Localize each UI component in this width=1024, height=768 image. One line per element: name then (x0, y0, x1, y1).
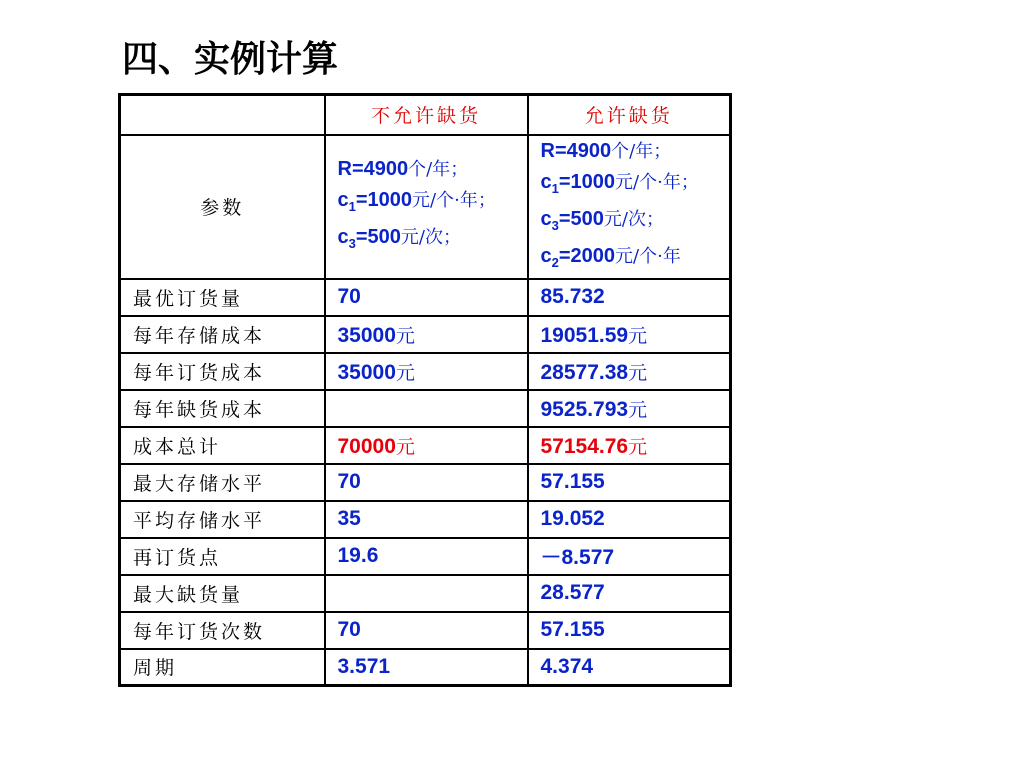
param-line: $c_3=500$元/次； (337, 226, 461, 251)
value-no-shortage (325, 390, 528, 427)
row-label: 每年订货成本 (120, 353, 325, 390)
value-shortage: 85.732 (528, 279, 731, 316)
page-title: 四、实例计算 (122, 39, 339, 80)
value-no-shortage: 3.571 (325, 649, 528, 686)
params-row (120, 135, 731, 279)
table-row (120, 353, 731, 390)
row-label: 周期 (120, 649, 325, 686)
value-shortage: 9525.793元 (528, 390, 731, 427)
table-row (120, 390, 731, 427)
calculation-table (118, 93, 732, 687)
value-shortage: 57.155 (528, 612, 731, 649)
param-line: $c_1=1000$元/个·年； (337, 189, 496, 214)
table-row (120, 575, 731, 612)
table-row (120, 279, 731, 316)
table-row (120, 427, 731, 464)
value-shortage: 28577.38元 (528, 353, 731, 390)
value-shortage: 57154.76元 (528, 427, 731, 464)
table-row (120, 501, 731, 538)
params-shortage (528, 135, 731, 279)
param-line: R=4900个/年； (540, 139, 672, 162)
value-no-shortage: 70 (325, 612, 528, 649)
params-label: 参数 (120, 135, 325, 279)
value-shortage: 57.155 (528, 464, 731, 501)
row-label: 再订货点 (120, 538, 325, 575)
value-no-shortage: 35 (325, 501, 528, 538)
param-line: $c_1=1000$元/个·年； (540, 170, 699, 196)
value-shortage: －8.577 (528, 538, 731, 575)
header-shortage: 允许缺货 (528, 95, 731, 135)
value-shortage: 19051.59元 (528, 316, 731, 353)
table-row (120, 316, 731, 353)
value-no-shortage: 70 (325, 464, 528, 501)
row-label: 最优订货量 (120, 279, 325, 316)
row-label: 每年缺货成本 (120, 390, 325, 427)
table-row (120, 538, 731, 575)
param-line: R=4900个/年； (337, 158, 469, 180)
header-no-shortage: 不允许缺货 (325, 95, 528, 135)
row-label: 每年订货次数 (120, 612, 325, 649)
value-no-shortage: 35000元 (325, 316, 528, 353)
value-no-shortage (325, 575, 528, 612)
table-row (120, 612, 731, 649)
row-label: 平均存储水平 (120, 501, 325, 538)
header-cell-empty (120, 95, 325, 135)
table-row (120, 464, 731, 501)
param-line: $c_2=2000$元/个·年 (540, 244, 681, 270)
params-no-shortage (325, 135, 528, 279)
table-row (120, 649, 731, 686)
value-shortage: 28.577 (528, 575, 731, 612)
value-no-shortage: 35000元 (325, 353, 528, 390)
row-label: 每年存储成本 (120, 316, 325, 353)
table-header-row (120, 95, 731, 135)
value-shortage: 4.374 (528, 649, 731, 686)
value-no-shortage: 70 (325, 279, 528, 316)
value-no-shortage: 70000元 (325, 427, 528, 464)
row-label: 最大存储水平 (120, 464, 325, 501)
value-shortage: 19.052 (528, 501, 731, 538)
value-no-shortage: 19.6 (325, 538, 528, 575)
row-label: 最大缺货量 (120, 575, 325, 612)
param-line: $c_3=500$元/次； (540, 207, 664, 233)
row-label: 成本总计 (120, 427, 325, 464)
